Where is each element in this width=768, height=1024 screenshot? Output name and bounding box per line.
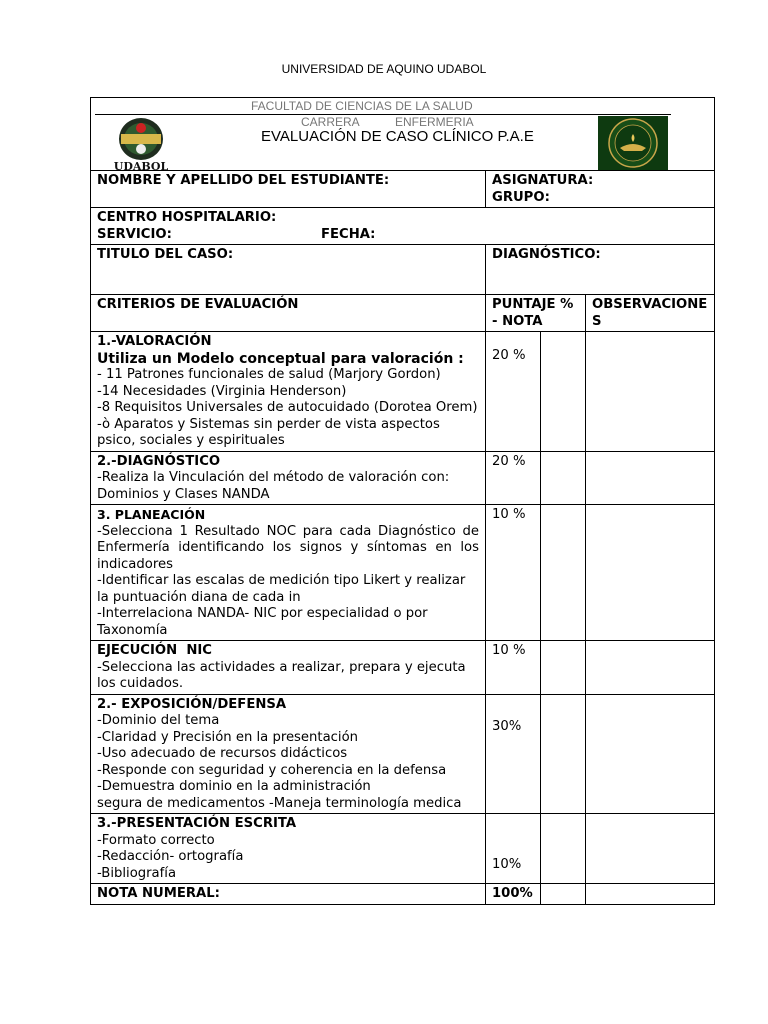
career-name-label: ENFERMERIA	[395, 115, 474, 129]
criterion-cell	[91, 814, 486, 884]
criterion-line: -Demuestra dominio en la administración	[97, 779, 371, 794]
criterion-line: -Redacción- ortografía	[97, 849, 244, 864]
criterion-title: EJECUCIÓN NIC	[97, 643, 212, 658]
case-title-cell[interactable]	[91, 245, 486, 295]
score-cell: 10%	[486, 814, 541, 884]
grade-cell[interactable]	[541, 694, 586, 814]
criterion-cell	[91, 505, 486, 641]
grade-cell[interactable]	[541, 814, 586, 884]
columns-header-row	[91, 295, 715, 332]
total-observation-cell[interactable]	[586, 884, 715, 905]
criterion-cell	[91, 451, 486, 505]
criterion-line: -Claridad y Precisión en la presentación	[97, 729, 358, 745]
criterion-title: 2.- EXPOSICIÓN/DEFENSA	[97, 696, 287, 712]
service-label: SERVICIO:	[97, 226, 172, 242]
career-label: CARRERA	[301, 115, 360, 129]
criteria-header: CRITERIOS DE EVALUACIÓN	[91, 295, 486, 332]
observation-cell[interactable]	[586, 694, 715, 814]
criterion-row	[91, 505, 715, 641]
grade-cell[interactable]	[541, 641, 586, 695]
observation-cell[interactable]	[586, 641, 715, 695]
hospital-row	[91, 208, 715, 245]
observation-cell[interactable]	[586, 505, 715, 641]
criterion-line: - 11 Patrones funcionales de salud (Marjory Gordon)	[97, 367, 441, 382]
diagnosis-label: DIAGNÓSTICO:	[492, 247, 601, 262]
criterion-title: 3. PLANEACIÓN	[97, 507, 206, 522]
criterion-line: -8 Requisitos Universales de autocuidado (Dorotea Orem)	[97, 400, 478, 415]
score-cell: 20 %	[486, 332, 541, 452]
criterion-line: -Interrelaciona NANDA- NIC por especialidad o por Taxonomía	[97, 606, 428, 638]
header-divider	[95, 114, 671, 115]
criterion-line: -Dominio del tema	[97, 713, 220, 728]
diagnosis-cell[interactable]	[486, 245, 715, 295]
student-name-cell[interactable]	[91, 171, 486, 208]
score-header: PUNTAJE % - NOTA	[486, 295, 586, 332]
criterion-line: -Formato correcto	[97, 832, 215, 848]
criterion-line: -Responde con seguridad y coherencia en la defensa	[97, 762, 447, 778]
evaluation-title: EVALUACIÓN DE CASO CLÍNICO P.A.E	[261, 128, 534, 145]
total-grade-cell[interactable]	[541, 884, 586, 905]
evaluation-form-table	[90, 97, 715, 905]
criterion-cell	[91, 694, 486, 814]
grade-cell[interactable]	[541, 451, 586, 505]
grade-cell[interactable]	[541, 332, 586, 452]
criterion-row	[91, 332, 715, 452]
score-cell: 20 %	[486, 451, 541, 505]
criterion-title: 2.-DIAGNÓSTICO	[97, 453, 221, 469]
header-row	[91, 98, 715, 171]
case-title-label: TITULO DEL CASO:	[97, 247, 234, 262]
udabol-logo-text: UDABOL	[113, 160, 169, 172]
observation-cell[interactable]	[586, 332, 715, 452]
observation-cell[interactable]	[586, 814, 715, 884]
criterion-title: 3.-PRESENTACIÓN ESCRITA	[97, 816, 297, 831]
total-label: NOTA NUMERAL:	[91, 884, 486, 905]
udabol-logo	[107, 116, 175, 172]
criterion-line: -14 Necesidades (Virginia Henderson)	[97, 383, 347, 399]
criterion-row	[91, 814, 715, 884]
case-row	[91, 245, 715, 295]
group-label: GRUPO:	[492, 189, 550, 205]
faculty-label: FACULTAD DE CIENCIAS DE LA SALUD	[251, 99, 473, 113]
score-cell: 30%	[486, 694, 541, 814]
criterion-line: segura de medicamentos -Maneja terminología medica	[97, 795, 462, 811]
observations-header: OBSERVACIONES	[586, 295, 715, 332]
criterion-line: -Selecciona 1 Resultado NOC para cada Diagnóstico de Enfermería identificando los signos y síntomas en los indicadores	[97, 523, 479, 572]
nursing-logo	[598, 116, 668, 170]
total-score: 100%	[486, 884, 541, 905]
criterion-line: -Bibliografía	[97, 865, 177, 881]
criterion-row	[91, 641, 715, 695]
hospital-cell[interactable]	[91, 208, 715, 245]
university-title: UNIVERSIDAD DE AQUINO UDABOL	[281, 62, 487, 76]
header-cell	[91, 98, 715, 171]
criterion-line: -ò Aparatos y Sistemas sin perder de vista aspectos psico, sociales y espirituales	[97, 416, 440, 448]
criterion-cell	[91, 332, 486, 452]
criterion-row	[91, 451, 715, 505]
hospital-label: CENTRO HOSPITALARIO:	[97, 210, 277, 225]
criterion-line: -Realiza la Vinculación del método de valoración con: Dominios y Clases NANDA	[97, 470, 450, 502]
student-row	[91, 171, 715, 208]
total-row	[91, 884, 715, 905]
grade-cell[interactable]	[541, 505, 586, 641]
date-label: FECHA:	[321, 226, 376, 242]
criterion-line: -Selecciona las actividades a realizar, prepara y ejecuta los cuidados.	[97, 659, 466, 691]
criterion-title: 1.-VALORACIÓN	[97, 334, 212, 349]
criterion-line: -Identificar las escalas de medición tipo Likert y realizar la puntuación diana de cada in	[97, 573, 466, 605]
criterion-subtitle: Utiliza un Modelo conceptual para valoración :	[97, 350, 464, 367]
observation-cell[interactable]	[586, 451, 715, 505]
criterion-row	[91, 694, 715, 814]
subject-label: ASIGNATURA:	[492, 173, 594, 188]
subject-group-cell[interactable]	[486, 171, 715, 208]
criterion-line: -Uso adecuado de recursos didácticos	[97, 746, 348, 761]
score-cell: 10 %	[486, 505, 541, 641]
student-name-label: NOMBRE Y APELLIDO DEL ESTUDIANTE:	[97, 173, 390, 188]
score-cell: 10 %	[486, 641, 541, 695]
criterion-cell	[91, 641, 486, 695]
